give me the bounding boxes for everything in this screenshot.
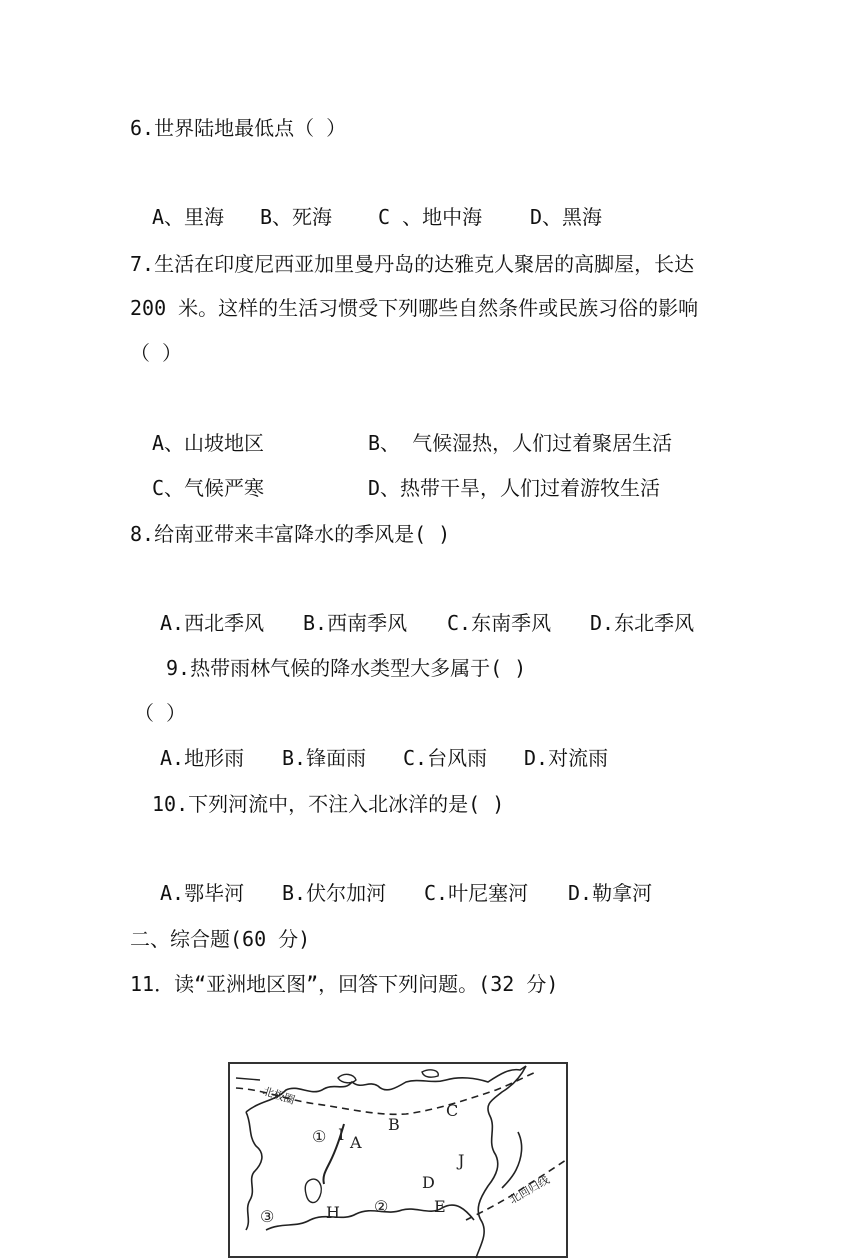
q7-stem-line3: （ ） — [130, 341, 183, 365]
q10-option-a: A.鄂毕河 — [160, 881, 245, 905]
q6-option-b: B、死海 — [260, 205, 333, 229]
asia-map-drawing — [226, 1060, 570, 1260]
q9-stem-line2: （ ） — [134, 701, 187, 725]
map-label-tropic: 北回归线 — [507, 1173, 552, 1207]
map-label-J: J — [458, 1151, 465, 1170]
map-label-A: A — [350, 1133, 362, 1152]
q7-stem-line1: 7.生活在印度尼西亚加里曼丹岛的达雅克人聚居的高脚屋，长达 — [130, 252, 695, 276]
q9-option-b: B.锋面雨 — [282, 746, 367, 770]
map-label-circle2: ② — [374, 1197, 389, 1216]
q11-stem: 11．读“亚洲地区图”，回答下列问题。(32 分) — [130, 972, 559, 996]
q9-option-a: A.地形雨 — [160, 746, 245, 770]
map-label-E: E — [434, 1197, 446, 1216]
q6-option-a: A、里海 — [152, 205, 225, 229]
q8-option-b: B.西南季风 — [303, 611, 408, 635]
q7-option-a: A、山坡地区 — [152, 431, 265, 455]
q8-option-a: A.西北季风 — [160, 611, 265, 635]
q7-option-d: D、热带干旱，人们过着游牧生活 — [368, 476, 661, 500]
q7-option-c: C、气候严寒 — [152, 476, 265, 500]
map-label-D: D — [422, 1173, 435, 1192]
q10-stem: 10.下列河流中，不注入北冰洋的是( ) — [152, 792, 505, 816]
map-label-circle3: ③ — [260, 1207, 275, 1226]
map-label-arctic-circle: 北极圈 — [261, 1084, 297, 1108]
map-label-C: C — [446, 1101, 459, 1120]
q9-option-d: D.对流雨 — [524, 746, 609, 770]
q10-option-d: D.勒拿河 — [568, 881, 653, 905]
map-label-circle1: ① — [312, 1127, 327, 1146]
q8-option-c: C.东南季风 — [447, 611, 552, 635]
q6-stem: 6.世界陆地最低点（ ） — [130, 116, 347, 140]
q6-option-d: D、黑海 — [530, 205, 603, 229]
asia-map — [226, 1060, 570, 1226]
map-label-I: I — [338, 1125, 345, 1144]
q10-option-c: C.叶尼塞河 — [424, 881, 529, 905]
q7-option-b: B、 气候湿热，人们过着聚居生活 — [368, 431, 673, 455]
q10-option-b: B.伏尔加河 — [282, 881, 387, 905]
map-label-H: H — [326, 1203, 340, 1222]
section-title: 二、综合题(60 分) — [130, 927, 311, 951]
map-label-B: B — [388, 1115, 400, 1134]
q8-option-d: D.东北季风 — [590, 611, 695, 635]
q7-stem-line2: 200 米。这样的生活习惯受下列哪些自然条件或民族习俗的影响 — [130, 296, 699, 320]
q9-stem: 9.热带雨林气候的降水类型大多属于( ) — [166, 656, 527, 680]
q8-stem: 8.给南亚带来丰富降水的季风是( ) — [130, 522, 451, 546]
q9-option-c: C.台风雨 — [403, 746, 488, 770]
q6-option-c: C 、地中海 — [378, 205, 483, 229]
